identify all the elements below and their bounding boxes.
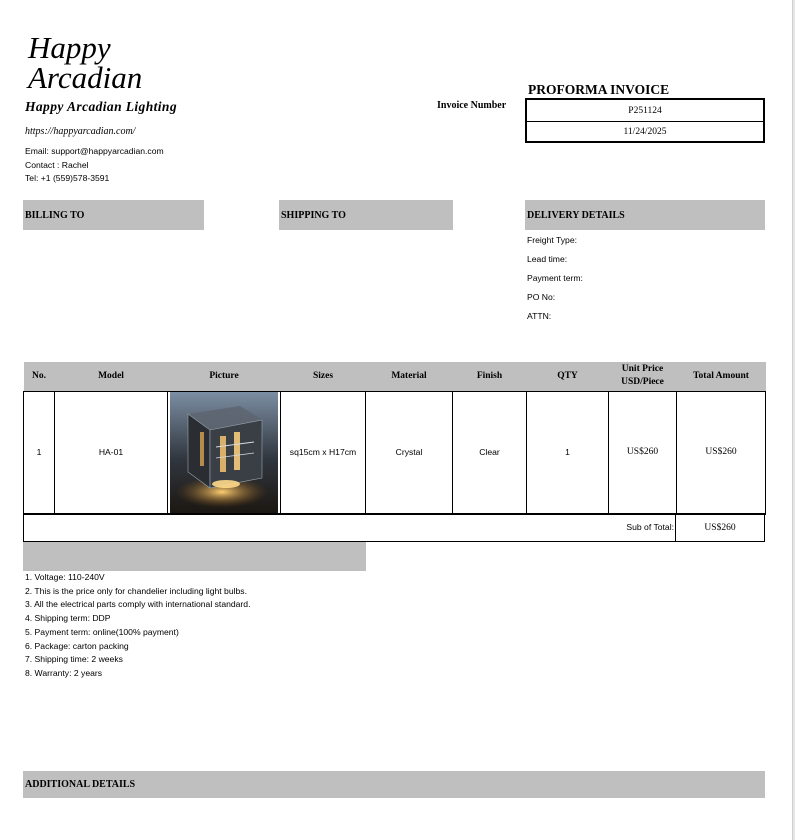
invoice-number: P251124 (628, 105, 662, 116)
cell-sizes: sq15cm x H17cm (281, 391, 366, 514)
lead-time-label: Lead time: (527, 254, 568, 264)
company-website[interactable]: https://happyarcadian.com/ (25, 126, 136, 137)
company-tel: Tel: +1 (559)578-3591 (25, 173, 110, 183)
subtotal-value: US$260 (675, 514, 764, 541)
company-email[interactable]: Email: support@happyarcadian.com (25, 146, 164, 156)
col-header-qty: QTY (527, 362, 609, 391)
logo-word-happy: Happy (28, 34, 111, 65)
term-item: 6. Package: carton packing (25, 640, 129, 651)
logo-word-arcadian: Arcadian (28, 60, 143, 92)
cell-unit-price: US$260 (609, 391, 677, 514)
freight-type-label: Freight Type: (527, 235, 577, 245)
col-header-sizes: Sizes (281, 362, 366, 391)
col-header-finish: Finish (453, 362, 527, 391)
cell-total: US$260 (677, 391, 766, 514)
cell-picture (168, 391, 281, 514)
col-header-model: Model (55, 362, 168, 391)
invoice-title: PROFORMA INVOICE (528, 82, 670, 97)
unit-price-label: Unit Price (621, 364, 664, 375)
company-name: Happy Arcadian Lighting (25, 99, 177, 114)
unit-price-sublabel: USD/Piece (621, 377, 664, 388)
payment-term-label: Payment term: (527, 273, 583, 283)
term-item: 4. Shipping term: DDP (25, 613, 111, 624)
term-item: 3. All the electrical parts comply with international standard. (25, 599, 251, 610)
term-item: 8. Warranty: 2 years (25, 667, 103, 678)
additional-details-header: ADDITIONAL DETAILS (23, 771, 765, 798)
col-header-unit-price (609, 362, 677, 391)
product-photo (170, 392, 278, 513)
col-header-no: No. (24, 362, 55, 391)
cell-qty: 1 (527, 391, 609, 514)
col-header-picture: Picture (168, 362, 281, 391)
subtotal-label: Sub of Total: (626, 522, 674, 532)
invoice-date: 11/24/2025 (527, 121, 763, 142)
items-table (23, 362, 766, 515)
table-header-row (24, 362, 766, 391)
shipping-to-header: SHIPPING TO (279, 200, 453, 230)
col-header-total-amount: Total Amount (677, 362, 766, 391)
terms-list (25, 571, 285, 681)
terms-header-bar (23, 542, 366, 571)
po-no-label: PO No: (527, 292, 556, 302)
logo-graphic (26, 34, 161, 92)
term-item: 2. This is the price only for chandelier including light bulbs. (25, 585, 247, 596)
term-item: 7. Shipping time: 2 weeks (25, 654, 123, 665)
cell-material: Crystal (366, 391, 453, 514)
table-row (24, 391, 766, 514)
term-item: 1. Voltage: 110-240V (25, 572, 105, 582)
cell-model: HA-01 (55, 391, 168, 514)
company-logo (26, 34, 161, 92)
term-item: 5. Payment term: online(100% payment) (25, 626, 179, 637)
billing-to-header: BILLING TO (23, 200, 204, 230)
cell-no: 1 (24, 391, 55, 514)
attn-label: ATTN: (527, 311, 552, 321)
subtotal-row (23, 514, 765, 542)
invoice-number-label: Invoice Number (437, 100, 507, 111)
company-contact: Contact : Rachel (25, 160, 89, 170)
invoice-number-box (525, 98, 765, 143)
col-header-material: Material (366, 362, 453, 391)
cell-finish: Clear (453, 391, 527, 514)
delivery-details-header: DELIVERY DETAILS (525, 200, 765, 230)
